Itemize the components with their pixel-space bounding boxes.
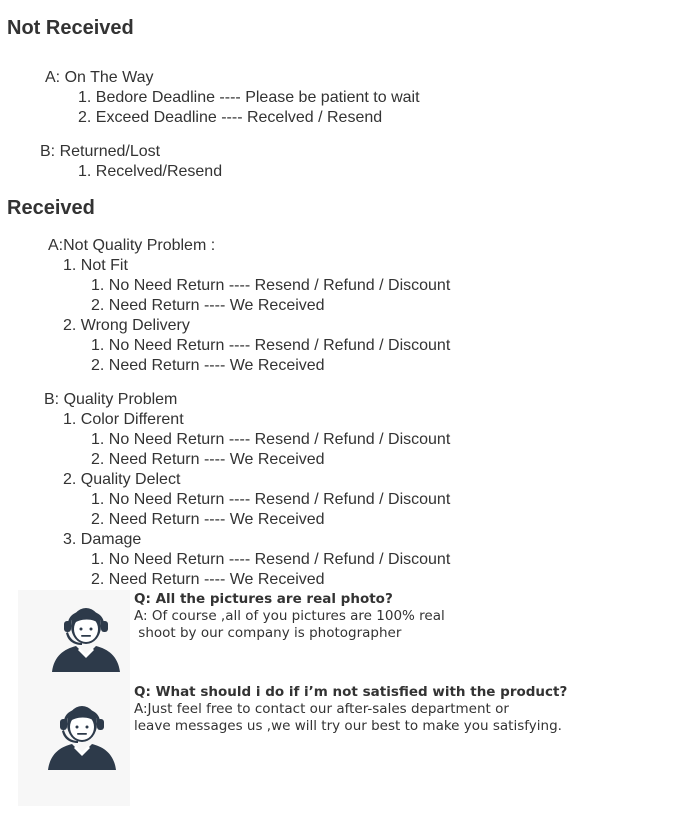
subheading-quality-problem: B: Quality Problem (44, 391, 178, 408)
list-item: 2. Need Return ---- We Received (91, 357, 325, 374)
support-agent-icon (44, 694, 120, 770)
list-item: 2. Need Return ---- We Received (91, 511, 325, 528)
group-title-color-different: 1. Color Different (63, 411, 184, 428)
faq-question: Q: What should i do if i’m not satisfied with the product? (134, 684, 568, 700)
section-heading-received: Received (7, 197, 95, 219)
faq-answer-line: leave messages us ,we will try our best to make you satisfying. (134, 718, 562, 734)
list-item: 1. No Need Return ---- Resend / Refund / Discount (91, 337, 451, 354)
list-item: 1. Bedore Deadline ---- Please be patient to wait (78, 89, 420, 106)
list-item: 1. No Need Return ---- Resend / Refund / Discount (91, 551, 451, 568)
list-item: 1. Recelved/Resend (78, 163, 223, 180)
list-item: 2. Exceed Deadline ---- Recelved / Resend (78, 109, 383, 126)
list-item: 2. Need Return ---- We Received (91, 571, 325, 588)
section-heading-not-received: Not Received (7, 17, 134, 39)
list-item: 2. Need Return ---- We Received (91, 297, 325, 314)
group-title-damage: 3. Damage (63, 531, 142, 548)
faq-answer-line: A: Of course ,all of you pictures are 100% real (134, 608, 445, 624)
list-item: 1. No Need Return ---- Resend / Refund / Discount (91, 431, 451, 448)
group-title-not-fit: 1. Not Fit (63, 257, 128, 274)
subheading-returned-lost: B: Returned/Lost (40, 143, 161, 160)
list-item: 1. No Need Return ---- Resend / Refund / Discount (91, 491, 451, 508)
subheading-on-the-way: A: On The Way (45, 69, 154, 86)
list-item: 2. Need Return ---- We Received (91, 451, 325, 468)
faq-question: Q: All the pictures are real photo? (134, 591, 393, 607)
faq-answer-line: shoot by our company is photographer (134, 625, 402, 641)
group-title-quality-defect: 2. Quality Delect (63, 471, 181, 488)
faq-answer-line: A:Just feel free to contact our after-sales department or (134, 701, 509, 717)
group-title-wrong-delivery: 2. Wrong Delivery (63, 317, 190, 334)
subheading-not-quality-problem: A:Not Quality Problem : (48, 237, 216, 254)
list-item: 1. No Need Return ---- Resend / Refund / Discount (91, 277, 451, 294)
support-agent-icon (48, 596, 124, 672)
